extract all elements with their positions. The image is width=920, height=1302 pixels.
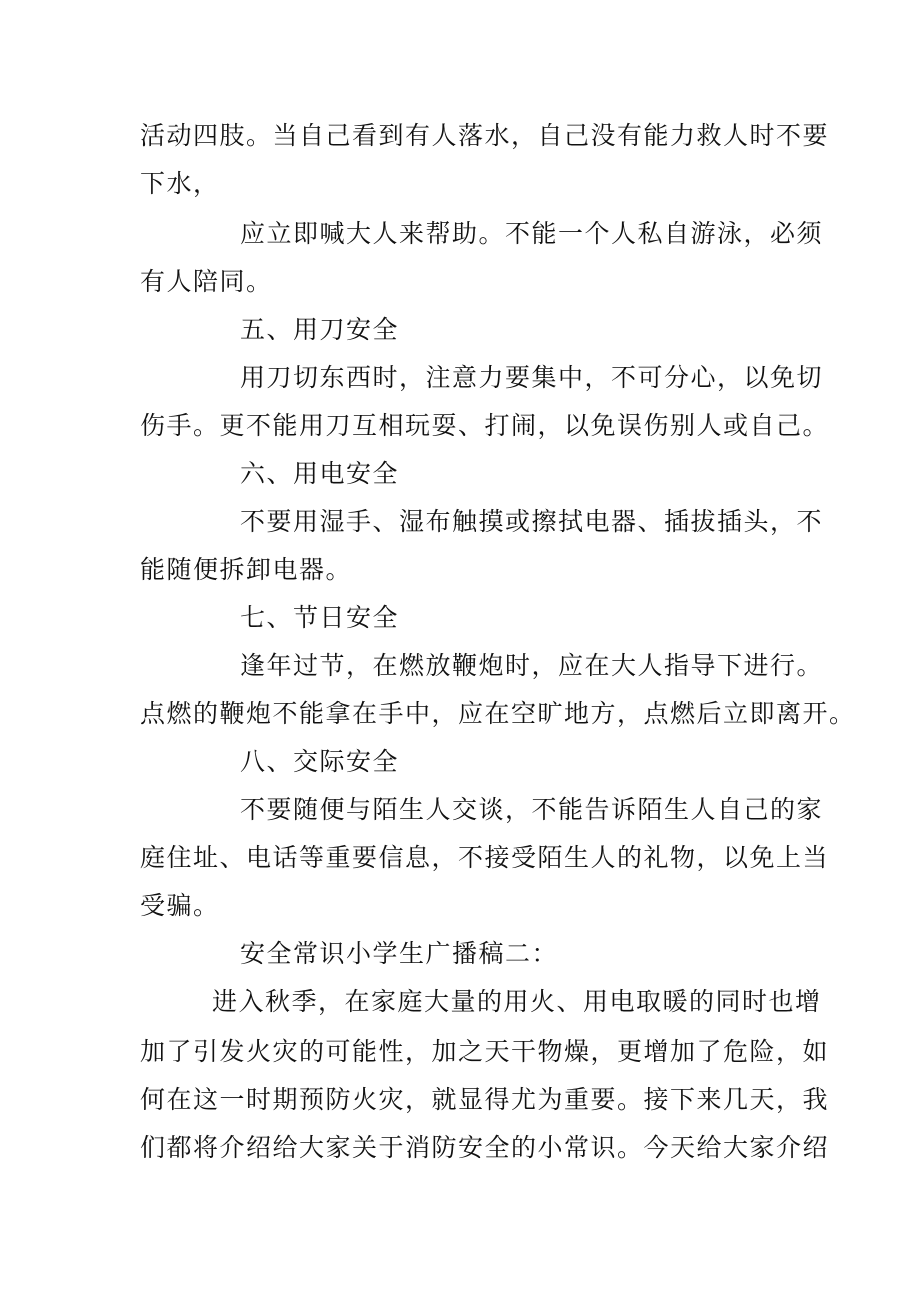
section-heading: 五、用刀安全	[240, 315, 400, 344]
body-text-line: 点燃的鞭炮不能拿在手中，应在空旷地方，点燃后立即离开。	[140, 699, 856, 728]
body-text-line: 们都将介绍给大家关于消防安全的小常识。今天给大家介绍	[140, 1133, 830, 1162]
subtitle-heading: 安全常识小学生广播稿二：	[240, 939, 559, 968]
body-text-line: 活动四肢。当自己看到有人落水，自己没有能力救人时不要	[140, 121, 830, 150]
body-text-line: 庭住址、电话等重要信息，不接受陌生人的礼物，以免上当	[140, 843, 830, 872]
body-text-line: 进入秋季，在家庭大量的用火、用电取暖的同时也增	[212, 987, 822, 1016]
section-heading: 七、节日安全	[240, 603, 400, 632]
body-text-line: 有人陪同。	[140, 267, 273, 296]
body-text-line: 应立即喊大人来帮助。不能一个人私自游泳，必须	[240, 219, 824, 248]
body-text-line: 伤手。更不能用刀互相玩耍、打闹，以免误伤别人或自己。	[140, 411, 830, 440]
body-text-line: 逢年过节，在燃放鞭炮时，应在大人指导下进行。	[240, 651, 824, 680]
section-heading: 六、用电安全	[240, 459, 400, 488]
body-text-line: 用刀切东西时，注意力要集中，不可分心，以免切	[240, 363, 824, 392]
section-heading: 八、交际安全	[240, 747, 400, 776]
body-text-line: 何在这一时期预防火灾，就显得尤为重要。接下来几天，我	[140, 1085, 830, 1114]
body-text-line: 受骗。	[140, 891, 220, 920]
body-text-line: 能随便拆卸电器。	[140, 555, 353, 584]
body-text-line: 下水，	[140, 169, 220, 198]
body-text-line: 加了引发火灾的可能性，加之天干物燥，更增加了危险，如	[140, 1037, 830, 1066]
body-text-line: 不要用湿手、湿布触摸或擦拭电器、插拔插头，不	[240, 507, 824, 536]
body-text-line: 不要随便与陌生人交谈，不能告诉陌生人自己的家	[240, 795, 824, 824]
